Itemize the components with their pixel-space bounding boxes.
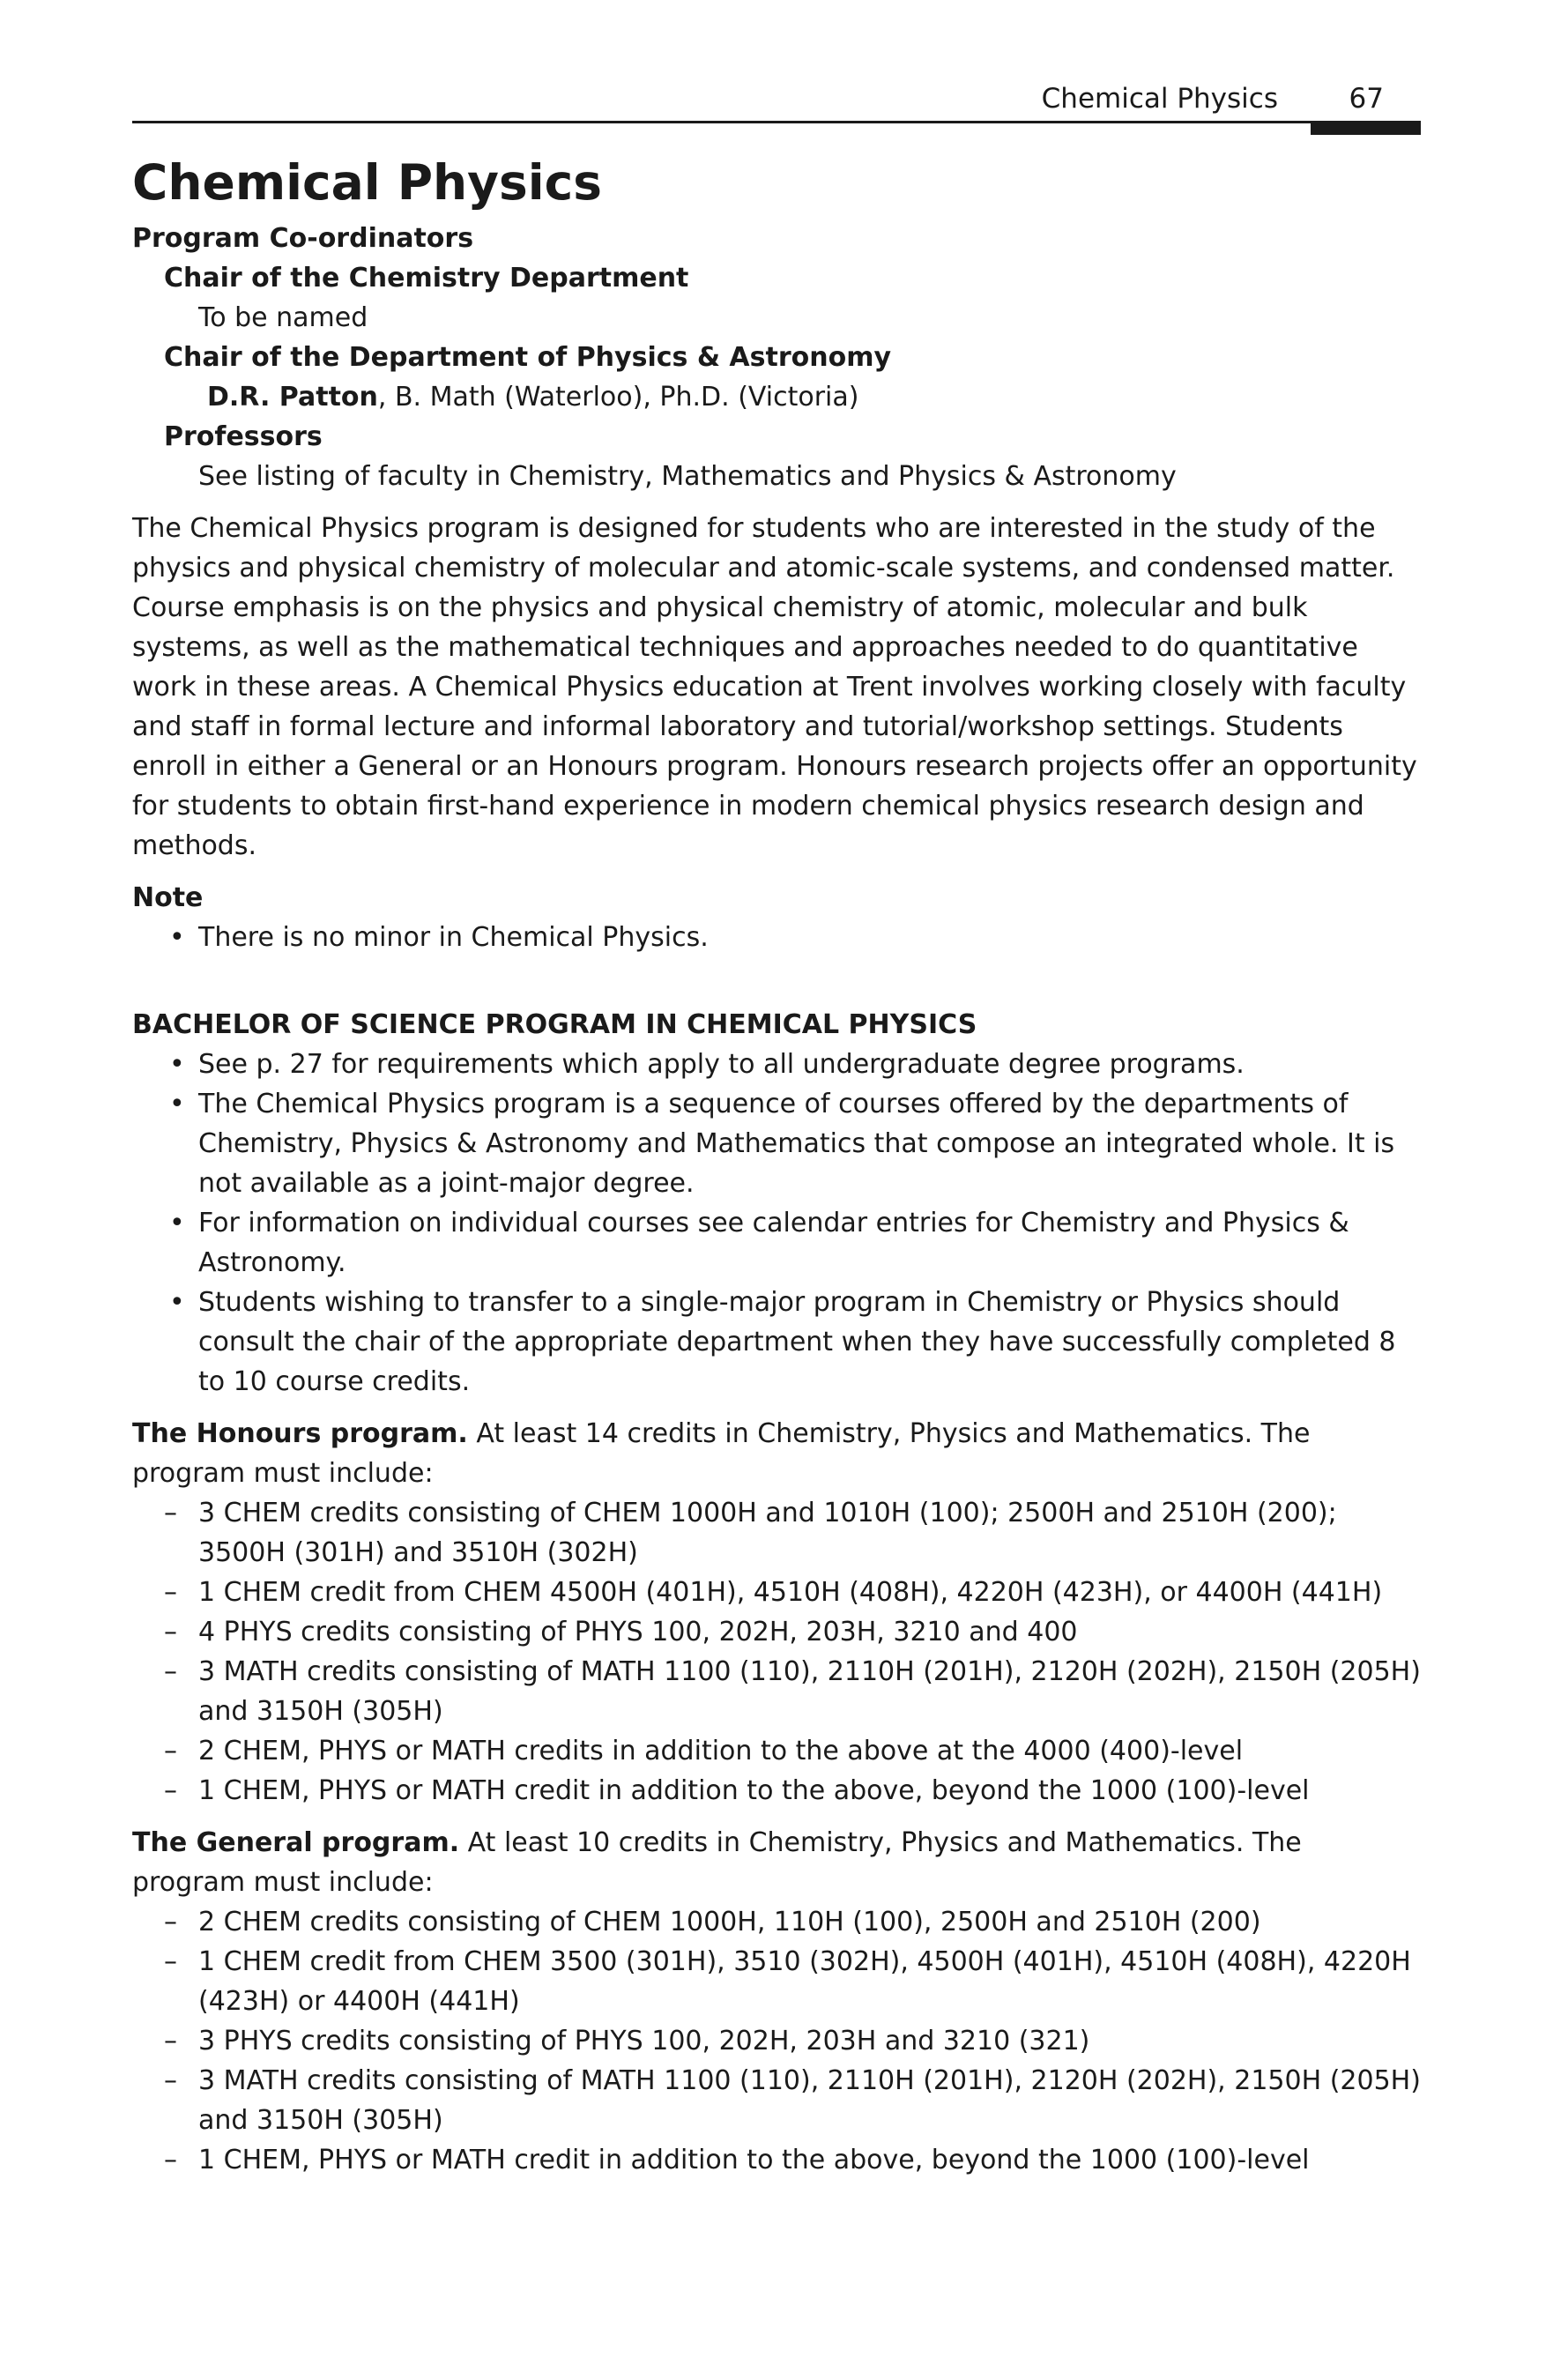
list-item: – 1 CHEM, PHYS or MATH credit in addition to the above, beyond the 1000 (100)-level <box>132 2140 1421 2180</box>
general-text: At least 10 credits in Chemistry, Physics and Mathematics. The program must include: <box>132 1827 1302 1898</box>
phys-chair-credentials: , B. Math (Waterloo), Ph.D. (Victoria) <box>377 382 859 413</box>
list-item: • See p. 27 for requirements which apply to all undergraduate degree programs. <box>132 1045 1421 1084</box>
list-item: – 1 CHEM, PHYS or MATH credit in addition to the above, beyond the 1000 (100)-level <box>132 1771 1421 1811</box>
note-heading: Note <box>132 882 204 913</box>
page-number: 67 <box>1349 83 1384 115</box>
list-item: • The Chemical Physics program is a sequence of courses offered by the departments of Chemistry, Physics & Astronomy and Mathematics that compose an integrated whole. It is not available as a joint-major degree. <box>132 1084 1421 1203</box>
running-header-section: Chemical Physics <box>1041 83 1278 115</box>
honours-label: The Honours program. <box>132 1418 468 1449</box>
coordinators-heading: Program Co-ordinators <box>132 223 474 254</box>
list-item: – 4 PHYS credits consisting of PHYS 100, 202H, 203H, 3210 and 400 <box>132 1612 1421 1652</box>
general-list <box>132 1902 1421 2180</box>
list-item: • For information on individual courses see calendar entries for Chemistry and Physics & Astronomy. <box>132 1203 1421 1283</box>
list-item: – 2 CHEM, PHYS or MATH credits in addition to the above at the 4000 (400)-level <box>132 1731 1421 1771</box>
phys-chair-role: Chair of the Department of Physics & Astronomy <box>164 342 892 373</box>
intro-paragraph: The Chemical Physics program is designed for students who are interested in the study of the physics and physical chemistry of molecular and atomic-scale systems, and condensed matter. Course emphasis is on the physics and physical chemistry of atomic, molecular and bulk systems, as well as the mathematical techniques and approaches needed to do quantitative work in these areas. A Chemical Physics education at Trent involves working closely with faculty and staff in formal lecture and informal laboratory and tutorial/workshop settings. Students enroll in either a General or an Honours program. Honours research projects offer an opportunity for students to obtain first-hand experience in modern chemical physics research design and methods. <box>132 513 1417 861</box>
list-item: • Students wishing to transfer to a single-major program in Chemistry or Physics should consult the chair of the appropriate department when they have successfully completed 8 to 10 course credits. <box>132 1283 1421 1402</box>
general-label: The General program. <box>132 1827 460 1858</box>
list-item: – 1 CHEM credit from CHEM 4500H (401H), 4510H (408H), 4220H (423H), or 4400H (441H) <box>132 1573 1421 1612</box>
page-title: Chemical Physics <box>132 154 602 211</box>
phys-chair-name: D.R. Patton <box>207 382 378 413</box>
list-item: • There is no minor in Chemical Physics. <box>132 918 1421 957</box>
page-content <box>132 152 1421 2180</box>
honours-list <box>132 1493 1421 1811</box>
professors-text: See listing of faculty in Chemistry, Mathematics and Physics & Astronomy <box>198 461 1177 492</box>
bsc-heading: BACHELOR OF SCIENCE PROGRAM IN CHEMICAL PHYSICS <box>132 1009 977 1040</box>
phys-chair-entry <box>132 377 1421 417</box>
list-item: – 1 CHEM credit from CHEM 3500 (301H), 3510 (302H), 4500H (401H), 4510H (408H), 4220H (423H) or 4400H (441H) <box>132 1942 1421 2021</box>
list-item: – 2 CHEM credits consisting of CHEM 1000H, 110H (100), 2500H and 2510H (200) <box>132 1902 1421 1942</box>
list-item: – 3 MATH credits consisting of MATH 1100 (110), 2110H (201H), 2120H (202H), 2150H (205H) and 3150H (305H) <box>132 1652 1421 1731</box>
chem-chair-name: To be named <box>198 302 368 333</box>
chem-chair-role: Chair of the Chemistry Department <box>164 263 689 294</box>
general-intro <box>132 1823 1421 1902</box>
list-item: – 3 PHYS credits consisting of PHYS 100, 202H, 203H and 3210 (321) <box>132 2021 1421 2061</box>
honours-intro <box>132 1414 1421 1493</box>
bsc-list <box>132 1045 1421 1402</box>
honours-text: At least 14 credits in Chemistry, Physics and Mathematics. The program must include: <box>132 1418 1311 1489</box>
header-tab-bar <box>1311 121 1421 135</box>
list-item: – 3 MATH credits consisting of MATH 1100 (110), 2110H (201H), 2120H (202H), 2150H (205H) and 3150H (305H) <box>132 2061 1421 2140</box>
professors-role: Professors <box>164 421 323 452</box>
running-header <box>132 81 1421 116</box>
note-list <box>132 918 1421 957</box>
header-rule <box>132 121 1421 123</box>
list-item: – 3 CHEM credits consisting of CHEM 1000H and 1010H (100); 2500H and 2510H (200); 3500H (301H) and 3510H (302H) <box>132 1493 1421 1573</box>
